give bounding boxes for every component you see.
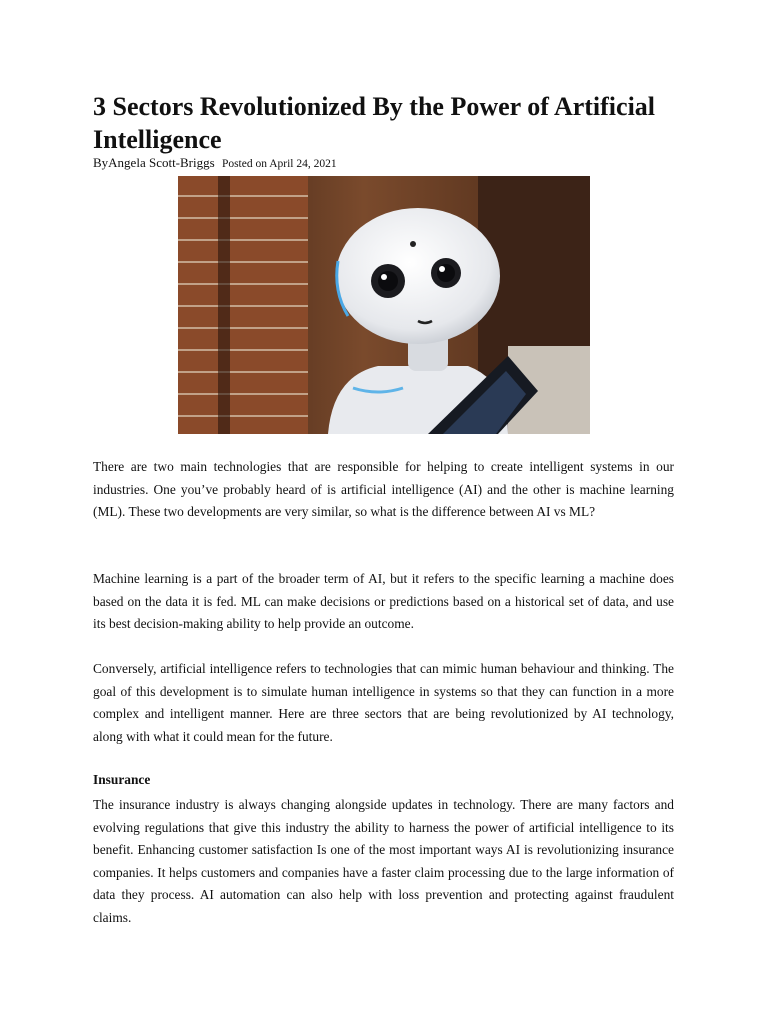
robot-photo [178, 176, 590, 434]
insurance-paragraph: The insurance industry is always changing alongside updates in technology. There are many factors and evolving regulations that give this industry the ability to harness the power of artificial intelligence to its benefit. Enhancing customer satisfaction Is one of the most important ways AI is revolutionizing insurance companies. It helps customers and companies have a faster claim processing due to the large information of data they process. AI automation can also help with loss prevention and protecting against fraudulent claims. [93, 797, 674, 925]
byline-prefix: By [93, 155, 109, 170]
section-heading-insurance: Insurance [93, 772, 151, 787]
article-title: 3 Sectors Revolutionized By the Power of Artificial Intelligence [93, 92, 656, 154]
byline [93, 155, 337, 171]
paragraph-3: Conversely, artificial intelligence refers to technologies that can mimic human behaviour and thinking. The goal of this development is to simulate human intelligence in systems so that they can function in a more complex and intelligent manner. Here are three sectors that are being revolutionized by AI technology, along with what it could mean for the future. [93, 661, 674, 744]
paragraph-2: Machine learning is a part of the broader term of AI, but it refers to the specific learning a machine does based on the data it is fed. ML can make decisions or predictions based on a historical set of data, and use its best decision-making ability to help provide an outcome. [93, 571, 674, 632]
posted-date: Posted on April 24, 2021 [221, 158, 337, 170]
robot-illustration [178, 176, 590, 434]
author-name: Angela Scott-Briggs [108, 155, 215, 170]
paragraph-1: There are two main technologies that are responsible for helping to create intelligent systems in our industries. One you’ve probably heard of is artificial intelligence (AI) and the other is machine learning (ML). These two developments are very similar, so what is the difference between AI vs ML? [93, 459, 674, 520]
